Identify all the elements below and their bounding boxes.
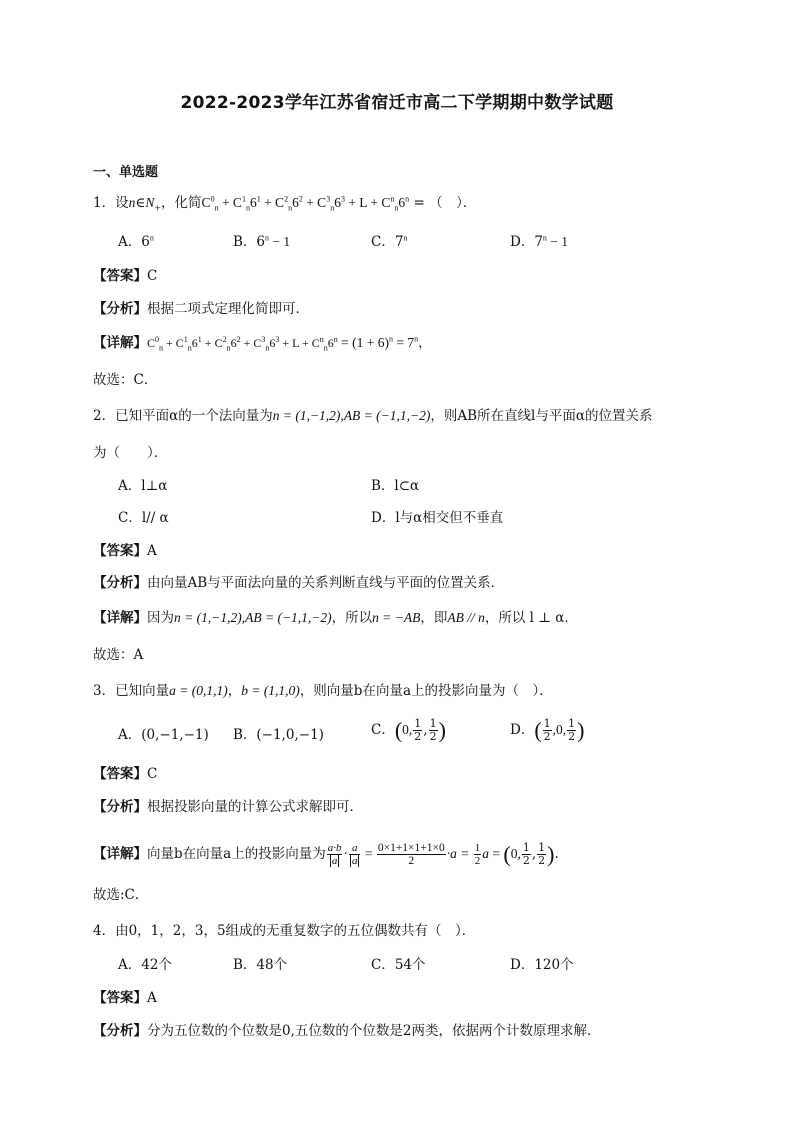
q4-option-d: D．120个 — [510, 957, 574, 973]
page-title: 2022-2023学年江苏省宿迁市高二下学期期中数学试题 — [180, 93, 614, 113]
q1-option-a: A．6$^n$ — [118, 233, 154, 250]
q3-option-d: D．( $\frac{1}{2}$ ,0, $\frac{1}{2}$ ) — [510, 717, 585, 743]
q1-conclusion: 故选：C． — [93, 372, 158, 388]
question-1-stem: 1．设$n\in N_+$，化简$C^0_n + C^1_n6^1 + C^2_n6^2 + C^3_n6^3 + L + C^n_n6^n$ = （ ）． — [93, 194, 477, 213]
q1-option-d: D．$7^n - 1$ — [510, 233, 569, 250]
q3-conclusion: 故选:C． — [93, 887, 149, 903]
q3-answer: 【答案】C — [93, 766, 158, 782]
q3-option-c: C．(0, $\frac{1}{2}$ , $\frac{1}{2}$ ) — [371, 717, 446, 743]
q1-analysis: 【分析】根据二项式定理化简即可． — [93, 301, 309, 317]
q2-option-b: B．l⊂α — [371, 478, 420, 494]
q1-option-c: C．7$^n$ — [371, 233, 408, 250]
q2-option-d: D．l与α相交但不垂直 — [371, 510, 504, 526]
question-3-stem: 3．已知向量a = (0,1,1)，b = (1,1,0)，则向量b在向量a上的投影向量为（ ）． — [93, 683, 553, 699]
q1-detail: 【详解】$C^0_n + C^1_n6^1 + C^2_n6^2 + C^3_n6^3 + L + C^n_n6^n = (1 + 6)^n = 7^n$， — [93, 334, 432, 353]
q3-option-b: B．(−1,0,−1) — [233, 727, 324, 743]
question-2-stem: 2．已知平面α的一个法向量为n = (1,−1,2),AB = (−1,1,−2)，则AB所在直线l与平面α的位置关系 — [93, 408, 653, 424]
q2-detail: 【详解】因为n = (1,−1,2),AB = (−1,1,−2)，所以n = −AB，即AB // n，所以 l ⊥ α． — [93, 610, 578, 626]
q1-option-b: B．$6^n - 1$ — [233, 233, 291, 250]
q4-answer: 【答案】A — [93, 990, 157, 1006]
q2-answer: 【答案】A — [93, 543, 157, 559]
q1-answer: 【答案】C — [93, 268, 158, 284]
q2-option-a: A．l⊥α — [118, 478, 168, 494]
q2-analysis: 【分析】由向量AB与平面法向量的关系判断直线与平面的位置关系． — [93, 575, 505, 591]
q3-analysis: 【分析】根据投影向量的计算公式求解即可． — [93, 799, 363, 815]
section-heading: 一、单选题 — [93, 165, 159, 180]
q4-analysis: 【分析】分为五位数的个位数是0,五位数的个位数是2两类，依据两个计数原理求解． — [93, 1023, 601, 1039]
q2-option-c: C．l// α — [118, 510, 169, 526]
q2-conclusion: 故选：A — [93, 647, 144, 663]
q4-option-a: A．42个 — [118, 957, 172, 973]
q4-option-b: B．48个 — [233, 957, 288, 973]
question-2-stem-line2: 为（ ）． — [93, 445, 168, 461]
q4-option-c: C．54个 — [371, 957, 426, 973]
question-4-stem: 4．由0，1，2，3，5组成的无重复数字的五位偶数共有（ ）． — [93, 923, 476, 939]
binomial-sum-expression: $C^0_n + C^1_n6^1 + C^2_n6^2 + C^3_n6^3 + L + C^n_n6^n$ — [201, 194, 410, 213]
q3-detail: 【详解】向量b在向量a上的投影向量为 $\frac{a\cdot b}{a}$ · $\frac{a}{a}$ = $\frac{0\times 1+1\times 1+1\times 0}{2}$ ·a = $\frac{1}{2}$ a = (0, $\frac{1}{2}$ , $\frac{1}{2}$ ). — [93, 841, 559, 867]
q3-option-a: A．(0,−1,−1) — [118, 727, 209, 743]
